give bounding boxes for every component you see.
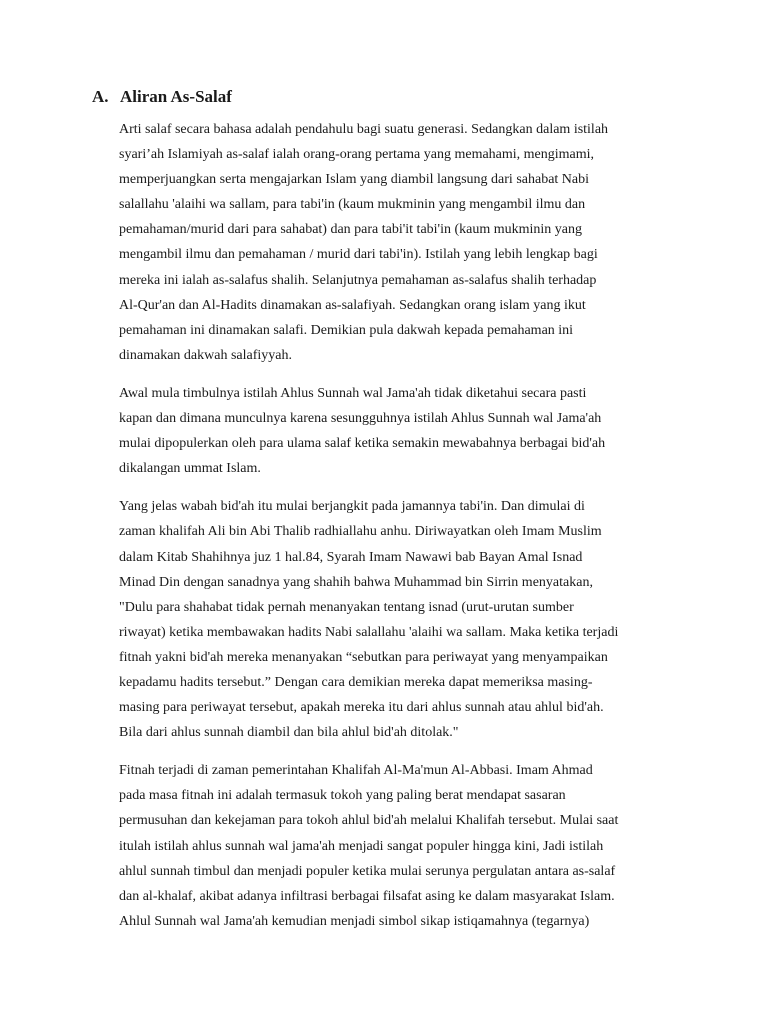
text-line: kepadamu hadits tersebut.” Dengan cara demikian mereka dapat memeriksa masing- <box>119 674 593 690</box>
text-line: "Dulu para shahabat tidak pernah menanyakan tentang isnad (urut-urutan sumber <box>119 599 574 615</box>
text-line: dalam Kitab Shahihnya juz 1 hal.84, Syarah Imam Nawawi bab Bayan Amal Isnad <box>119 549 583 565</box>
text-line: Yang jelas wabah bid'ah itu mulai berjangkit pada jamannya tabi'in. Dan dimulai di <box>119 499 585 515</box>
paragraph-3 <box>119 494 675 745</box>
text-line: dinamakan dakwah salafiyyah. <box>119 347 292 363</box>
text-line: Arti salaf secara bahasa adalah pendahulu bagi suatu generasi. Sedangkan dalam istilah <box>119 122 609 137</box>
text-line: Ahlul Sunnah wal Jama'ah kemudian menjadi simbol sikap istiqamahnya (tegarnya) <box>119 913 590 929</box>
text-line: Bila dari ahlus sunnah diambil dan bila ahlul bid'ah ditolak." <box>119 725 459 741</box>
text-line: pemahaman ini dinamakan salafi. Demikian pula dakwah kepada pemahaman ini <box>119 322 574 338</box>
text-line: pemahaman/murid dari para sahabat) dan para tabi'it tabi'in (kaum mukminin yang <box>119 222 583 238</box>
text-line: salallahu 'alaihi wa sallam, para tabi'in (kaum mukminin yang mengambil ilmu dan <box>119 197 586 213</box>
text-line: Al-Qur'an dan Al-Hadits dinamakan as-salafiyah. Sedangkan orang islam yang ikut <box>119 297 586 313</box>
section-heading <box>92 86 232 108</box>
text-line: dan al-khalaf, akibat adanya infiltrasi berbagai filsafat asing ke dalam masyarakat Islam. <box>119 888 615 904</box>
text-line: syari’ah Islamiyah as-salaf ialah orang-orang pertama yang memahami, mengimami, <box>119 147 595 163</box>
text-line: permusuhan dan kekejaman para tokoh ahlul bid'ah melalui Khalifah tersebut. Mulai saat <box>119 813 619 829</box>
text-line: riwayat) ketika membawakan hadits Nabi salallahu 'alaihi wa sallam. Maka ketika terjadi <box>119 624 619 640</box>
text-line: pada masa fitnah ini adalah termasuk tokoh yang paling berat mendapat sasaran <box>119 788 566 804</box>
section-title: Aliran As-Salaf <box>120 87 232 106</box>
text-line: masing para periwayat tersebut, apakah mereka itu dari ahlus sunnah atau ahlul bid'ah. <box>119 700 604 716</box>
text-line: mereka ini ialah as-salafus shalih. Selanjutnya pemahaman as-salafus shalih terhadap <box>119 272 597 288</box>
text-line: itulah istilah ahlus sunnah wal jama'ah menjadi sangat populer hingga kini, Jadi istilah <box>119 838 604 854</box>
text-line: zaman khalifah Ali bin Abi Thalib radhiallahu anhu. Diriwayatkan oleh Imam Muslim <box>119 524 602 540</box>
text-line: mengambil ilmu dan pemahaman / murid dari tabi'in). Istilah yang lebih lengkap bagi <box>119 247 598 263</box>
text-line: Fitnah terjadi di zaman pemerintahan Khalifah Al-Ma'mun Al-Abbasi. Imam Ahmad <box>119 763 593 779</box>
paragraph-1 <box>119 117 675 368</box>
paragraph-4 <box>119 758 675 934</box>
text-line: fitnah yakni bid'ah mereka menanyakan “sebutkan para periwayat yang menyampaikan <box>119 649 608 665</box>
text-line: memperjuangkan serta mengajarkan Islam yang diambil langsung dari sahabat Nabi <box>119 172 590 188</box>
text-line: mulai dipopulerkan oleh para ulama salaf ketika semakin mewabahnya berbagai bid'ah <box>119 436 606 452</box>
paragraph-2 <box>119 381 675 481</box>
text-line: Awal mula timbulnya istilah Ahlus Sunnah wal Jama'ah tidak diketahui secara pasti <box>119 385 587 401</box>
text-line: dikalangan ummat Islam. <box>119 461 261 477</box>
text-line: kapan dan dimana munculnya karena sesungguhnya istilah Ahlus Sunnah wal Jama'ah <box>119 411 602 427</box>
body-text <box>119 117 675 947</box>
section-marker: A. <box>92 87 109 106</box>
text-line: Minad Din dengan sanadnya yang shahih bahwa Muhammad bin Sirrin menyatakan, <box>119 574 593 590</box>
text-line: ahlul sunnah timbul dan menjadi populer ketika mulai serunya pergulatan antara as-salaf <box>119 863 616 879</box>
